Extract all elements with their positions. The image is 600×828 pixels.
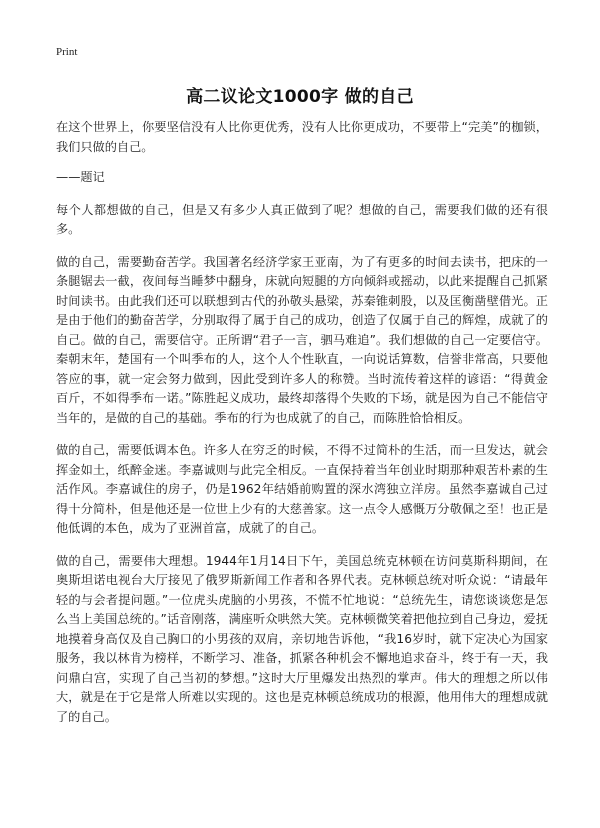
paragraph-humility: 做的自己，需要低调本色。许多人在穷乏的时候，不得不过简朴的生活，而一旦发达，就会挥金如土，纸醉金迷。李嘉诚则与此完全相反。一直保持着当年创业时期那种艰苦朴素的生活作风。李嘉诚住的房子，仍是1962年结婚前购置的深水湾独立洋房。虽然李嘉诚自己过得十分简朴，但是他还是一位世上少有的大慈善家。这一点令人感慨万分敬佩之至！也正是他低调的本色，成为了亚洲首富，成就了的自己。 xyxy=(56,443,548,535)
epigraph-signature: ——题记 xyxy=(56,170,105,184)
page-title: 高二议论文1000字 做的自己 xyxy=(186,87,414,107)
paragraph-diligence: 做的自己，需要勤奋苦学。我国著名经济学家王亚南，为了有更多的时间去读书，把床的一条腿锯去一截，夜间每当睡梦中翻身，床就向短腿的方向倾斜或摇动，以此来提醒自己抓紧时间读书。由此我们还可以联想到古代的孙敬头悬梁，苏秦锥刺股，以及匡衡凿壁借光。正是由于他们的勤奋苦学，分别取得了属于自己的成功，创造了仅属于自己的辉煌，成就了的自己。做的自己，需要信守。正所谓“君子一言，驷马难追”。我们想做的自己一定要信守。秦朝末年，楚国有一个叫季布的人，这个人个性耿直，一向说话算数，信誉非常高，只要他答应的事，就一定会努力做到，因此受到许多人的称赞。当时流传着这样的谚语：“得黄金百斤，不如得季布一诺。”陈胜起义成功，最终却落得个失败的下场，就是因为自己不能信守当年的，是做的自己的基础。季布的行为也成就了的自己，而陈胜恰恰相反。 xyxy=(56,254,548,425)
paragraph-ideals: 做的自己，需要伟大理想。1944年1月14日下午，美国总统克林顿在访问莫斯科期间，在奥斯坦诺电视台大厅接见了俄罗斯新闻工作者和各界代表。克林顿总统对听众说：“请最年轻的与会者提问题。”一位虎头虎脑的小男孩，不慌不忙地说：“总统先生，请您谈谈您是怎么当上美国总统的。”话音刚落，满座听众哄然大笑。克林顿微笑着把他拉到自己身边，爱抚地摸着身高仅及自己胸口的小男孩的双肩，亲切地告诉他，“我16岁时，就下定决心为国家服务，我以林肯为榜样，不断学习、准备，抓紧各种机会不懈地追求奋斗，终于有一天，我问鼎白宫，实现了自己当初的梦想。”这时大厅里爆发出热烈的掌声。伟大的理想之所以伟大，就是在于它是常人所难以实现的。这也是克林顿总统成功的根源，他用伟大的理想成就了的自己。 xyxy=(56,553,548,724)
epigraph: 在这个世界上，你要坚信没有人比你更优秀，没有人比你更成功，不要带上“完美”的枷锁，我们只做的自己。 xyxy=(56,120,548,154)
paragraph-intro: 每个人都想做的自己，但是又有多少人真正做到了呢？想做的自己，需要我们做的还有很多。 xyxy=(56,202,548,236)
print-link[interactable]: Print xyxy=(56,46,78,58)
article-body xyxy=(56,118,548,740)
